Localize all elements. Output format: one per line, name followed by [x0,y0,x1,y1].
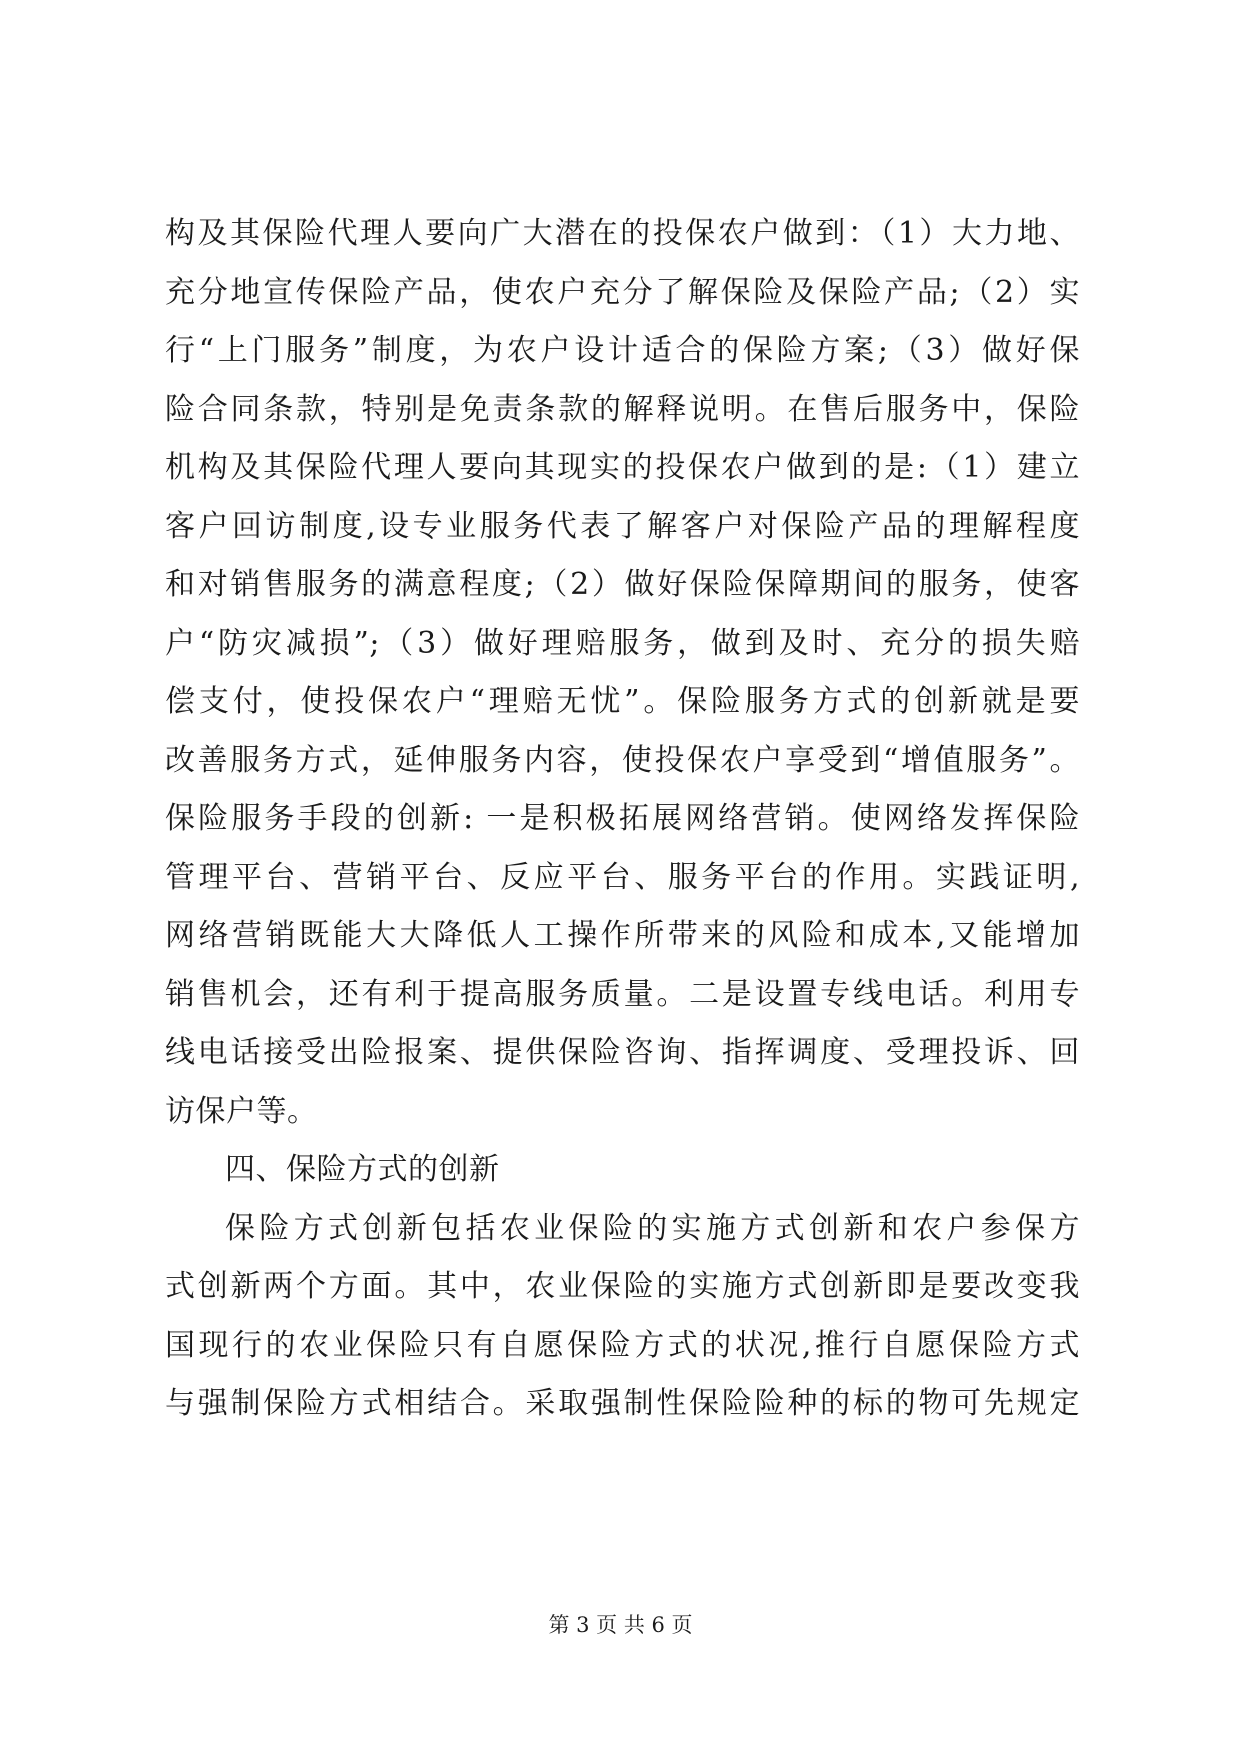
body-line: 保险服务手段的创新: 一是积极拓展网络营销。使网络发挥保险 [165,801,1080,836]
page-number-footer: 第 3 页 共 6 页 [548,1613,693,1637]
body-line: 行“上门服务”制度，为农户设计适合的保险方案;（3）做好保 [165,333,1080,368]
body-line: 线电话接受出险报案、提供保险咨询、指挥调度、受理投诉、回 [165,1035,1080,1070]
body-line: 客户回访制度,设专业服务代表了解客户对保险产品的理解程度 [165,508,1080,544]
body-line: 访保户等。 [165,1093,318,1129]
section-line: 与强制保险方式相结合。采取强制性保险险种的标的物可先规定 [165,1386,1080,1421]
section-line: 国现行的农业保险只有自愿保险方式的状况,推行自愿保险方式 [165,1327,1080,1363]
body-line: 改善服务方式，延伸服务内容，使投保农户享受到“增值服务”。 [165,742,1080,778]
body-line: 管理平台、营销平台、反应平台、服务平台的作用。实践证明, [165,859,1080,895]
body-line: 偿支付，使投保农户“理赔无忧”。保险服务方式的创新就是要 [165,684,1080,719]
section-line: 保险方式创新包括农业保险的实施方式创新和农户参保方 [225,1210,1080,1246]
body-line: 户“防灾减损”;（3）做好理赔服务，做到及时、充分的损失赔 [165,625,1080,661]
body-line: 网络营销既能大大降低人工操作所带来的风险和成本,又能增加 [165,918,1080,953]
body-text [165,205,1080,1434]
section-heading: 四、保险方式的创新 [225,1152,500,1187]
body-line: 构及其保险代理人要向广大潜在的投保农户做到：（1）大力地、 [165,216,1080,251]
body-line: 销售机会，还有利于提高服务质量。二是设置专线电话。利用专 [165,976,1080,1012]
body-line: 充分地宣传保险产品，使农户充分了解保险及保险产品;（2）实 [165,274,1080,310]
section-line: 式创新两个方面。其中，农业保险的实施方式创新即是要改变我 [165,1269,1080,1304]
body-line: 险合同条款，特别是免责条款的解释说明。在售后服务中，保险 [165,391,1080,427]
body-line: 机构及其保险代理人要向其现实的投保农户做到的是:（1）建立 [165,450,1080,485]
body-line: 和对销售服务的满意程度;（2）做好保险保障期间的服务，使客 [165,567,1080,602]
